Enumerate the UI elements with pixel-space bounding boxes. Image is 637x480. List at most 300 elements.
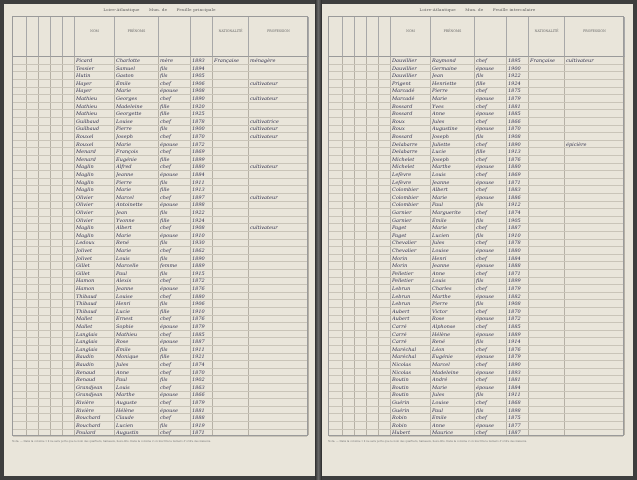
table-cell bbox=[28, 285, 38, 292]
table-cell bbox=[64, 346, 74, 353]
table-cell bbox=[356, 369, 366, 376]
table-cell bbox=[28, 422, 38, 429]
table-cell bbox=[52, 171, 62, 178]
table-cell bbox=[530, 133, 564, 140]
table-cell: Thibaud bbox=[76, 301, 97, 308]
table-cell bbox=[64, 338, 74, 345]
table-cell: 1870 bbox=[508, 308, 521, 315]
table-cell bbox=[40, 95, 50, 102]
table-cell bbox=[28, 125, 38, 132]
table-cell: fille bbox=[160, 308, 170, 315]
table-cell: épouse bbox=[476, 422, 494, 429]
table-cell bbox=[330, 315, 342, 322]
table-cell bbox=[214, 262, 248, 269]
table-cell bbox=[64, 95, 74, 102]
table-cell bbox=[14, 331, 26, 338]
table-cell: Jules bbox=[432, 392, 445, 399]
table-cell bbox=[40, 247, 50, 254]
table-cell bbox=[344, 414, 354, 421]
table-cell bbox=[28, 209, 38, 216]
table-cell: 1911 bbox=[192, 179, 205, 186]
table-cell bbox=[344, 103, 354, 110]
table-cell bbox=[380, 262, 390, 269]
table-cell: cultivateur bbox=[250, 225, 278, 232]
table-cell bbox=[530, 262, 564, 269]
table-cell bbox=[214, 407, 248, 414]
table-cell bbox=[52, 407, 62, 414]
table-cell bbox=[64, 247, 74, 254]
table-cell bbox=[330, 399, 342, 406]
table-cell bbox=[368, 141, 378, 148]
table-cell: Joseph bbox=[432, 134, 449, 140]
table-cell bbox=[214, 118, 248, 125]
table-cell bbox=[214, 346, 248, 353]
table-cell bbox=[52, 186, 62, 193]
table-cell bbox=[380, 331, 390, 338]
table-cell bbox=[356, 361, 366, 368]
table-cell bbox=[52, 87, 62, 94]
table-cell bbox=[530, 285, 564, 292]
table-cell bbox=[214, 255, 248, 262]
table-cell: Rivière bbox=[76, 407, 95, 414]
table-cell bbox=[64, 87, 74, 94]
table-cell: Yvonne bbox=[116, 217, 135, 224]
table-cell bbox=[28, 361, 38, 368]
table-cell bbox=[250, 391, 308, 398]
table-cell bbox=[380, 95, 390, 102]
table-cell bbox=[356, 163, 366, 170]
table-cell bbox=[250, 407, 308, 414]
table-cell: Lebrun bbox=[392, 293, 411, 300]
table-cell: Grandjean bbox=[76, 392, 103, 399]
table-cell bbox=[344, 384, 354, 391]
table-cell bbox=[530, 156, 564, 163]
table-cell bbox=[356, 110, 366, 117]
table-cell: Olivier bbox=[76, 194, 94, 201]
table-cell bbox=[380, 133, 390, 140]
table-cell bbox=[356, 300, 366, 307]
table-cell: Guérin bbox=[392, 407, 410, 414]
table-cell bbox=[344, 72, 354, 79]
column-header bbox=[343, 17, 355, 57]
table-cell: 1880 bbox=[192, 164, 205, 171]
column-header: NOM bbox=[391, 17, 431, 57]
table-cell bbox=[356, 285, 366, 292]
table-cell bbox=[52, 262, 62, 269]
table-cell bbox=[356, 255, 366, 262]
table-cell bbox=[330, 87, 342, 94]
table-cell: Jules bbox=[432, 240, 445, 247]
table-cell: Jolivet bbox=[76, 255, 93, 262]
table-cell bbox=[52, 369, 62, 376]
table-cell bbox=[530, 414, 564, 421]
table-cell bbox=[356, 133, 366, 140]
table-cell bbox=[64, 407, 74, 414]
table-cell: Maglin bbox=[76, 164, 94, 171]
table-cell bbox=[344, 163, 354, 170]
table-cell: Pelletier bbox=[392, 270, 414, 277]
table-cell bbox=[356, 194, 366, 201]
table-cell bbox=[40, 239, 50, 246]
table-cell bbox=[64, 293, 74, 300]
table-cell: Jules bbox=[116, 362, 129, 368]
table-cell: 1887 bbox=[508, 430, 521, 437]
table-cell bbox=[566, 300, 624, 307]
table-cell bbox=[14, 80, 26, 87]
table-cell: 1905 bbox=[192, 73, 205, 80]
table-cell: Jeanne bbox=[116, 172, 134, 178]
table-cell bbox=[330, 262, 342, 269]
table-cell bbox=[344, 293, 354, 300]
table-cell: Chevalier bbox=[392, 248, 417, 254]
table-cell bbox=[368, 65, 378, 72]
column-header: NATIONALITÉ bbox=[529, 17, 565, 57]
table-cell: René bbox=[432, 339, 445, 346]
table-cell: 1895 bbox=[508, 58, 521, 64]
table-cell bbox=[530, 369, 564, 376]
table-cell bbox=[14, 414, 26, 421]
table-cell bbox=[344, 186, 354, 193]
table-cell bbox=[344, 285, 354, 292]
table-cell bbox=[530, 422, 564, 429]
table-cell bbox=[530, 293, 564, 300]
table-cell bbox=[368, 331, 378, 338]
table-cell bbox=[356, 270, 366, 277]
table-cell bbox=[28, 369, 38, 376]
table-cell bbox=[64, 80, 74, 87]
table-cell bbox=[330, 429, 342, 436]
table-cell bbox=[530, 429, 564, 436]
table-cell: 1900 bbox=[192, 126, 205, 133]
table-cell bbox=[356, 262, 366, 269]
table-cell bbox=[356, 179, 366, 186]
column-header bbox=[475, 17, 507, 57]
table-cell bbox=[52, 277, 62, 284]
table-cell bbox=[356, 277, 366, 284]
table-cell bbox=[344, 255, 354, 262]
header-department: Loire-Atlantique bbox=[103, 7, 140, 12]
table-cell bbox=[356, 125, 366, 132]
table-cell bbox=[344, 118, 354, 125]
table-cell: Eugénie bbox=[116, 156, 137, 163]
table-cell: épouse bbox=[160, 324, 178, 330]
table-cell: 1871 bbox=[508, 270, 521, 277]
table-cell: Émile bbox=[116, 346, 131, 353]
table-cell bbox=[28, 186, 38, 193]
table-cell bbox=[250, 429, 308, 436]
table-cell: Grandjean bbox=[76, 384, 103, 391]
table-cell bbox=[64, 384, 74, 391]
table-cell: fils bbox=[476, 392, 484, 399]
table-cell: Maréchal bbox=[392, 346, 417, 353]
table-cell bbox=[28, 338, 38, 345]
table-cell: Paul bbox=[432, 407, 443, 414]
table-cell bbox=[14, 315, 26, 322]
table-cell bbox=[368, 255, 378, 262]
table-cell: Guérin bbox=[392, 400, 410, 406]
table-cell: chef bbox=[476, 88, 487, 95]
table-cell bbox=[344, 308, 354, 315]
table-cell: 1905 bbox=[508, 217, 521, 224]
table-cell bbox=[356, 171, 366, 178]
table-cell: Rivière bbox=[76, 400, 95, 406]
table-cell: Lebrun bbox=[392, 301, 411, 308]
table-cell bbox=[28, 171, 38, 178]
table-cell: 1888 bbox=[192, 415, 205, 422]
table-cell bbox=[344, 125, 354, 132]
table-cell bbox=[566, 110, 624, 117]
table-cell: Albert bbox=[116, 225, 132, 232]
table-cell bbox=[64, 361, 74, 368]
table-cell bbox=[28, 293, 38, 300]
table-cell bbox=[64, 331, 74, 338]
column-header: PRÉNOMS bbox=[115, 17, 159, 57]
table-cell bbox=[566, 285, 624, 292]
table-cell bbox=[14, 186, 26, 193]
table-cell: 1879 bbox=[192, 400, 205, 406]
table-cell: cultivateur bbox=[250, 96, 278, 102]
table-cell bbox=[344, 209, 354, 216]
table-cell bbox=[52, 110, 62, 117]
table-cell: chef bbox=[476, 255, 487, 262]
table-cell bbox=[250, 186, 308, 193]
table-cell bbox=[40, 300, 50, 307]
table-cell: Samuel bbox=[116, 65, 135, 72]
table-cell: Charles bbox=[432, 286, 452, 292]
table-cell bbox=[40, 407, 50, 414]
table-cell bbox=[40, 87, 50, 94]
table-cell bbox=[368, 133, 378, 140]
table-cell: fils bbox=[160, 179, 168, 186]
table-cell bbox=[64, 270, 74, 277]
table-cell: Dauvillier bbox=[392, 65, 417, 72]
table-cell bbox=[344, 391, 354, 398]
table-cell: 1887 bbox=[508, 225, 521, 232]
table-cell: Mallet bbox=[76, 316, 93, 323]
table-cell: fils bbox=[476, 217, 484, 224]
table-cell: Maréchal bbox=[392, 354, 417, 361]
table-cell: Marie bbox=[432, 194, 448, 201]
table-cell: fille bbox=[160, 187, 170, 194]
table-cell bbox=[566, 232, 624, 239]
table-cell bbox=[368, 323, 378, 330]
table-cell: 1914 bbox=[508, 339, 521, 346]
table-cell: Louise bbox=[116, 118, 133, 125]
table-cell bbox=[380, 315, 390, 322]
table-cell bbox=[52, 414, 62, 421]
table-cell: Jules bbox=[432, 118, 445, 125]
table-cell: Hamon bbox=[76, 278, 95, 285]
table-cell: 1874 bbox=[508, 210, 521, 216]
table-cell bbox=[40, 422, 50, 429]
table-cell bbox=[330, 247, 342, 254]
table-cell: Marcadé bbox=[392, 88, 415, 95]
table-cell: Mathieu bbox=[116, 331, 138, 338]
table-cell: 1886 bbox=[508, 194, 521, 201]
table-cell bbox=[14, 384, 26, 391]
table-cell bbox=[380, 300, 390, 307]
table-cell: Menard bbox=[76, 156, 96, 163]
table-cell bbox=[40, 384, 50, 391]
table-cell bbox=[250, 353, 308, 360]
table-cell: épouse bbox=[160, 232, 178, 239]
table-cell: épicière bbox=[566, 141, 587, 148]
table-cell: Hutin bbox=[76, 73, 91, 80]
table-cell: Boutin bbox=[392, 377, 409, 384]
table-cell bbox=[52, 224, 62, 231]
table-cell bbox=[250, 331, 308, 338]
table-cell bbox=[356, 141, 366, 148]
table-cell bbox=[530, 315, 564, 322]
table-cell: chef bbox=[160, 225, 171, 232]
table-cell: Antoinette bbox=[116, 202, 143, 209]
table-cell bbox=[52, 285, 62, 292]
table-cell bbox=[40, 148, 50, 155]
table-cell: chef bbox=[476, 118, 487, 125]
table-cell bbox=[356, 103, 366, 110]
table-cell bbox=[368, 270, 378, 277]
table-cell bbox=[52, 80, 62, 87]
table-cell bbox=[330, 308, 342, 315]
table-cell bbox=[64, 148, 74, 155]
table-cell bbox=[64, 179, 74, 186]
column-header bbox=[367, 17, 379, 57]
table-cell: Marcel bbox=[116, 194, 134, 201]
page-header bbox=[4, 7, 315, 12]
table-cell bbox=[214, 65, 248, 72]
table-cell bbox=[368, 353, 378, 360]
table-cell: Gillet bbox=[76, 263, 90, 270]
table-cell: Hamon bbox=[76, 286, 95, 292]
table-cell bbox=[250, 315, 308, 322]
table-cell bbox=[380, 407, 390, 414]
table-cell bbox=[214, 148, 248, 155]
table-cell bbox=[64, 308, 74, 315]
table-cell bbox=[368, 194, 378, 201]
table-cell bbox=[368, 293, 378, 300]
table-cell bbox=[566, 65, 624, 72]
table-cell bbox=[380, 65, 390, 72]
table-cell bbox=[330, 141, 342, 148]
table-row bbox=[13, 429, 307, 437]
table-cell bbox=[214, 429, 248, 436]
table-cell: 1908 bbox=[192, 88, 205, 95]
table-cell: chef bbox=[476, 225, 487, 232]
table-cell bbox=[344, 156, 354, 163]
table-cell bbox=[14, 308, 26, 315]
table-cell bbox=[64, 300, 74, 307]
census-table bbox=[12, 16, 308, 436]
table-cell bbox=[330, 179, 342, 186]
table-cell bbox=[64, 232, 74, 239]
table-cell: Olivier bbox=[76, 210, 94, 216]
table-cell bbox=[14, 87, 26, 94]
table-cell bbox=[40, 156, 50, 163]
table-cell bbox=[214, 179, 248, 186]
table-cell: chef bbox=[160, 384, 171, 391]
table-cell bbox=[214, 72, 248, 79]
table-cell bbox=[40, 141, 50, 148]
table-cell bbox=[28, 156, 38, 163]
table-cell bbox=[368, 429, 378, 436]
table-cell bbox=[14, 133, 26, 140]
table-cell: 1908 bbox=[508, 134, 521, 140]
table-cell bbox=[368, 217, 378, 224]
table-cell bbox=[64, 391, 74, 398]
table-cell bbox=[344, 353, 354, 360]
table-cell bbox=[380, 201, 390, 208]
table-cell: 1862 bbox=[192, 248, 205, 254]
table-cell bbox=[28, 300, 38, 307]
table-cell: Menard bbox=[76, 149, 96, 156]
table-cell: 1889 bbox=[508, 331, 521, 338]
table-cell: Rouxel bbox=[76, 141, 94, 148]
table-cell bbox=[368, 384, 378, 391]
table-cell: 1910 bbox=[508, 232, 521, 239]
table-cell bbox=[214, 224, 248, 231]
table-cell bbox=[64, 171, 74, 178]
table-cell: 1930 bbox=[192, 240, 205, 247]
table-cell bbox=[40, 255, 50, 262]
table-row bbox=[329, 429, 623, 437]
table-cell bbox=[368, 125, 378, 132]
table-cell: 1911 bbox=[192, 346, 205, 353]
table-cell: Langlais bbox=[76, 331, 98, 338]
table-cell bbox=[344, 133, 354, 140]
table-cell bbox=[380, 391, 390, 398]
table-cell bbox=[64, 369, 74, 376]
table-cell bbox=[368, 262, 378, 269]
table-cell bbox=[40, 201, 50, 208]
table-cell bbox=[566, 338, 624, 345]
table-cell bbox=[566, 217, 624, 224]
table-cell bbox=[344, 331, 354, 338]
table-cell bbox=[214, 384, 248, 391]
table-cell: fils bbox=[476, 73, 484, 80]
table-cell: Henriette bbox=[432, 80, 457, 87]
table-cell: Marie bbox=[116, 141, 132, 148]
table-cell bbox=[344, 399, 354, 406]
table-cell: chef bbox=[160, 430, 171, 437]
table-cell: Renaud bbox=[76, 377, 96, 384]
table-cell: Lucie bbox=[116, 308, 130, 315]
table-cell bbox=[368, 179, 378, 186]
table-cell bbox=[330, 171, 342, 178]
table-cell: Langlais bbox=[76, 346, 98, 353]
table-cell bbox=[330, 369, 342, 376]
table-cell: 1880 bbox=[508, 248, 521, 254]
column-header: PROFESSION bbox=[565, 17, 625, 57]
table-cell bbox=[330, 414, 342, 421]
table-cell: Bouchard bbox=[76, 415, 101, 422]
table-cell: 1887 bbox=[192, 339, 205, 346]
table-cell: Jeanne bbox=[432, 179, 450, 186]
table-cell bbox=[330, 376, 342, 383]
table-cell bbox=[380, 141, 390, 148]
table-cell bbox=[64, 414, 74, 421]
table-cell: chef bbox=[476, 58, 487, 64]
table-cell: 1871 bbox=[508, 179, 521, 186]
table-cell bbox=[14, 429, 26, 436]
table-cell bbox=[344, 224, 354, 231]
table-cell bbox=[566, 353, 624, 360]
table-cell bbox=[566, 239, 624, 246]
table-cell bbox=[344, 422, 354, 429]
table-cell bbox=[52, 57, 62, 64]
table-cell bbox=[530, 103, 564, 110]
table-cell bbox=[530, 323, 564, 330]
table-cell bbox=[530, 179, 564, 186]
